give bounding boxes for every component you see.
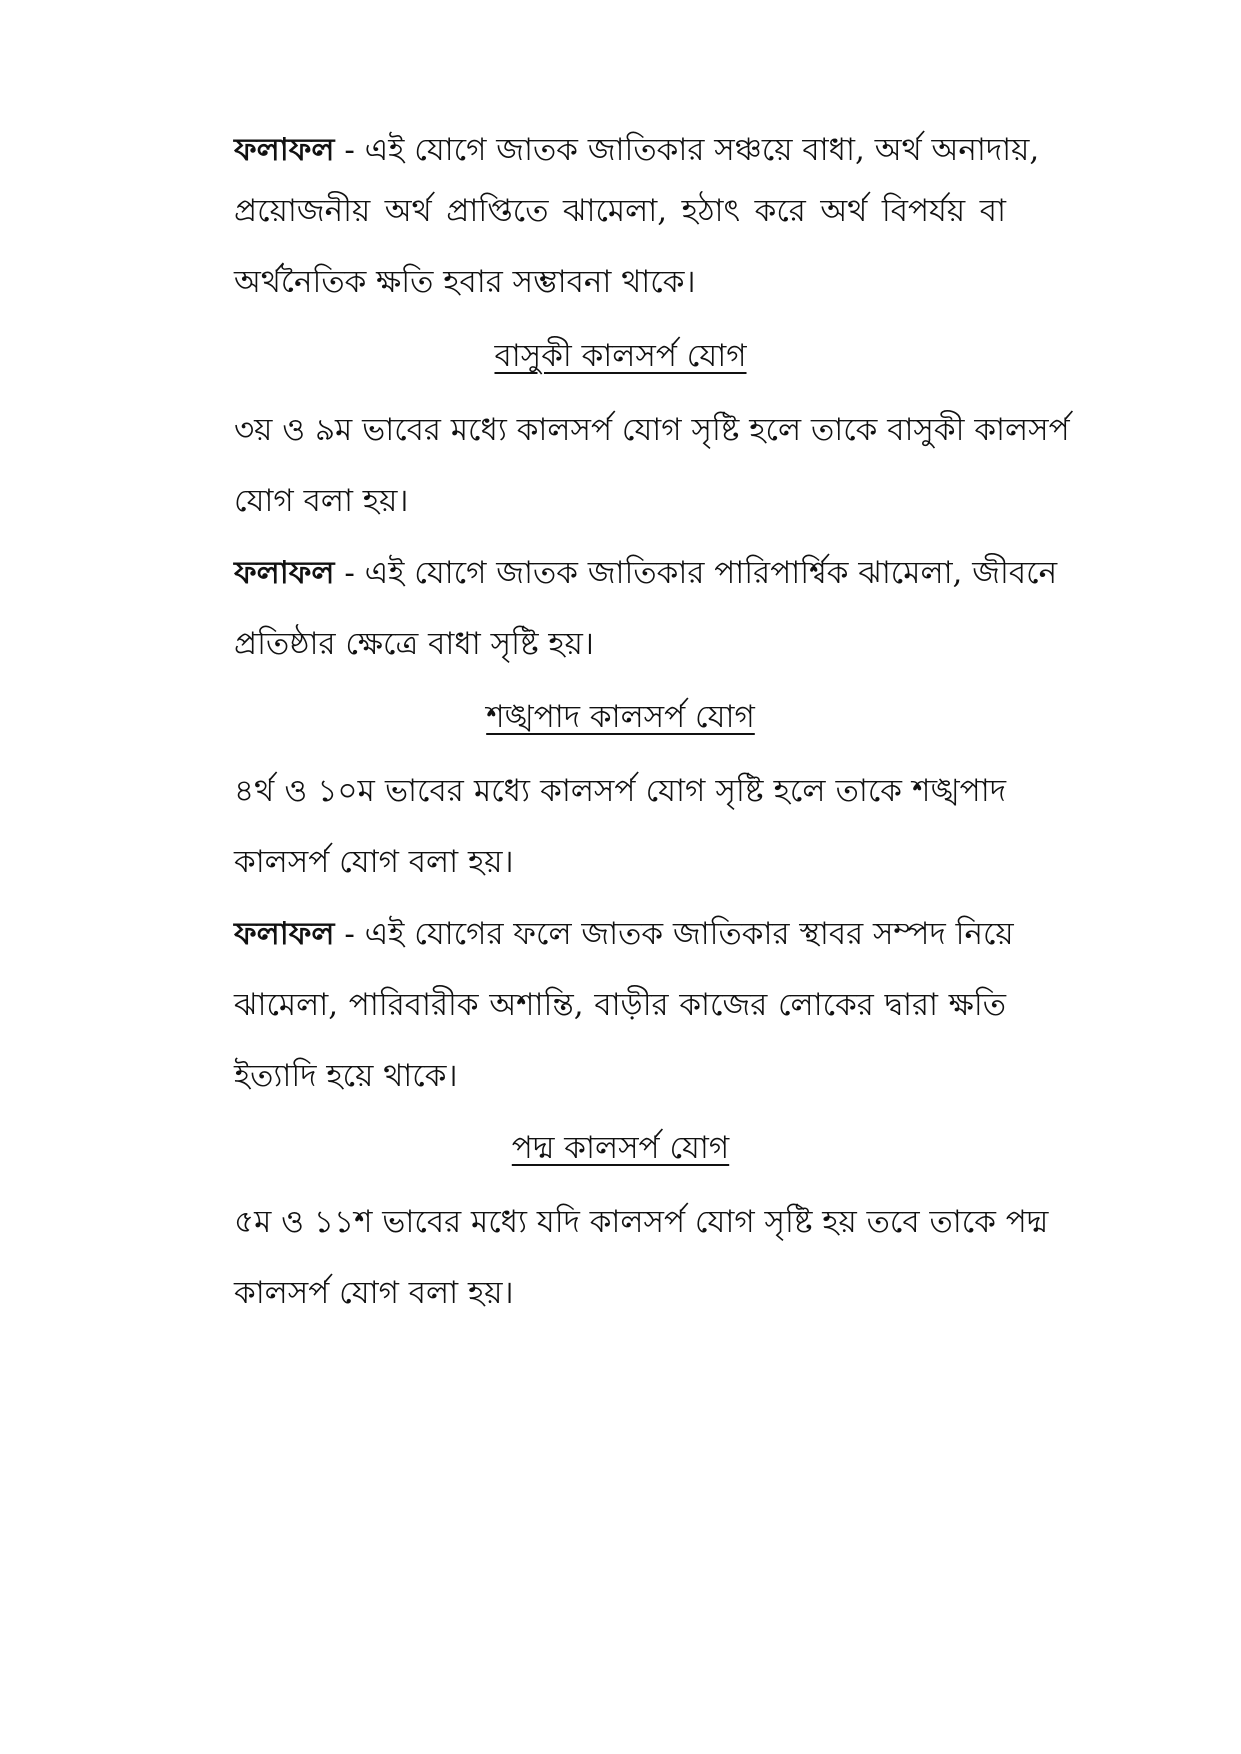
definition-line: ৪র্থ ও ১০ম ভাবের মধ্যে কালসর্প যোগ সৃষ্টি হলে তাকে শঙ্খপাদ [234,773,1006,809]
result-line: প্রতিষ্ঠার ক্ষেত্রে বাধা সৃষ্টি হয়। [234,626,595,662]
result-line: অর্থনৈতিক ক্ষতি হবার সম্ভাবনা থাকে। [234,264,696,300]
definition-line: ৩য় ও ৯ম ভাবের মধ্যে কালসর্প যোগ সৃষ্টি হলে তাকে বাসুকী কালসর্প [234,412,1070,448]
result-line: ঝামেলা, পারিবারীক অশান্তি, বাড়ীর কাজের লোকের দ্বারা ক্ষতি [234,987,1006,1023]
definition-line: ৫ম ও ১১শ ভাবের মধ্যে যদি কালসর্প যোগ সৃষ্টি হয় তবে তাকে পদ্ম [234,1204,1049,1240]
result-label: ফলাফল [234,916,335,952]
section-heading-text: শঙ্খপাদ কালসর্প যোগ [486,699,755,735]
result-line: প্রয়োজনীয় অর্থ প্রাপ্তিতে ঝামেলা, হঠাৎ করে অর্থ বিপর্যয় বা [234,193,1006,229]
result-line: ইত্যাদি হয়ে থাকে। [234,1058,458,1094]
result-label: ফলাফল [234,555,335,591]
result-line [234,914,1014,954]
section-heading [0,1128,1241,1168]
section-heading [0,697,1241,737]
result-label: ফলাফল [234,132,335,168]
result-text: - এই যোগে জাতক জাতিকার পারিপার্শ্বিক ঝামেলা, জীবনে [334,555,1058,591]
section-heading-text: পদ্ম কালসর্প যোগ [511,1130,730,1166]
result-text: - এই যোগে জাতক জাতিকার সঞ্চয়ে বাধা, অর্থ অনাদায়, [334,132,1040,168]
section-heading [0,336,1241,376]
definition-line: কালসর্প যোগ বলা হয়। [234,844,514,880]
definition-line: কালসর্প যোগ বলা হয়। [234,1275,514,1311]
section-heading-text: বাসুকী কালসর্প যোগ [494,338,747,374]
result-text: - এই যোগের ফলে জাতক জাতিকার স্থাবর সম্পদ নিয়ে [334,916,1014,952]
result-line [234,130,1040,170]
result-line [234,553,1058,593]
definition-line: যোগ বলা হয়। [234,483,409,519]
